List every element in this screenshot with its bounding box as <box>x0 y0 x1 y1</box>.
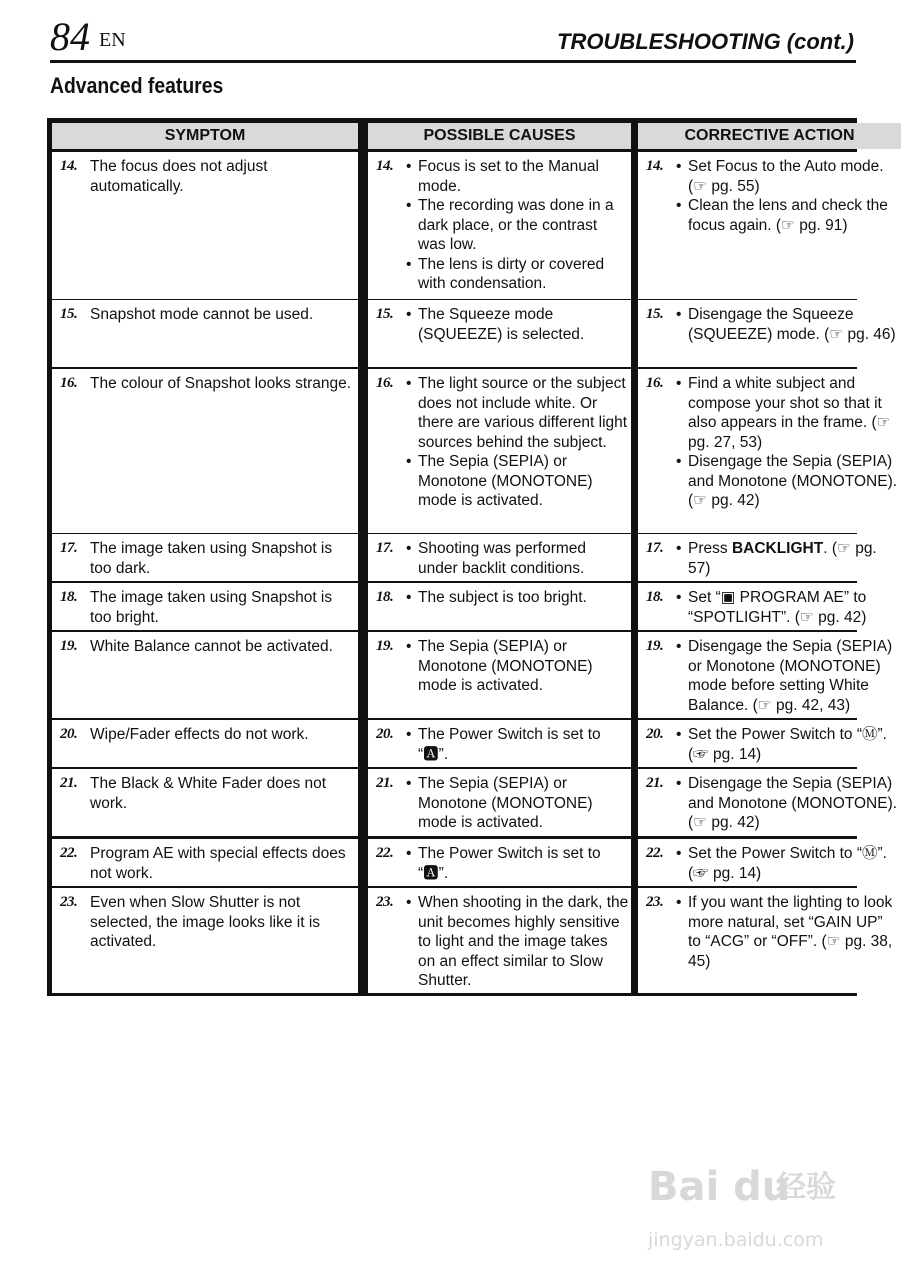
row-number: 21. <box>60 775 78 791</box>
row-number: 19. <box>376 638 394 654</box>
row-number: 14. <box>60 158 78 174</box>
table-cell-causes <box>368 583 631 630</box>
symptom-text: The focus does not adjust automatically. <box>90 158 268 195</box>
actions-text <box>676 893 899 971</box>
table-cell-causes <box>368 534 631 581</box>
causes-text <box>406 374 629 511</box>
action-item: • Set the Power Switch to “Ⓜ”. (☞ pg. 14) <box>676 844 899 883</box>
row-number: 22. <box>376 845 394 861</box>
causes-text <box>406 157 629 294</box>
troubleshooting-table <box>47 118 898 996</box>
column-header-causes: POSSIBLE CAUSES <box>368 123 631 149</box>
row-number: 18. <box>60 589 78 605</box>
baidu-watermark <box>648 1146 858 1270</box>
cause-item: • Shooting was performed under backlit conditions. <box>406 539 629 578</box>
cause-item: • The Sepia (SEPIA) or Monotone (MONOTONE) mode is activated. <box>406 774 629 833</box>
row-number: 22. <box>646 845 664 861</box>
row-number: 14. <box>376 158 394 174</box>
causes-text <box>406 539 629 578</box>
causes-text <box>406 305 629 344</box>
table-cell-causes <box>368 369 631 533</box>
symptom-text: Even when Slow Shutter is not selected, the image looks like it is activated. <box>90 894 321 950</box>
watermark-logo: Bai du <box>648 1164 791 1210</box>
row-number: 22. <box>60 845 78 861</box>
column-header-action: CORRECTIVE ACTION <box>638 123 901 149</box>
table-cell-symptom <box>52 888 358 993</box>
backlight-label: BACKLIGHT <box>731 540 824 557</box>
table-cell-causes <box>368 300 631 367</box>
actions-text <box>676 637 899 715</box>
row-number: 20. <box>376 726 394 742</box>
actions-text <box>676 725 899 764</box>
row-number: 16. <box>646 375 664 391</box>
cause-item: • Focus is set to the Manual mode. <box>406 157 629 196</box>
action-item: • Set Focus to the Auto mode. (☞ pg. 55) <box>676 157 899 196</box>
action-item: • Find a white subject and compose your shot so that it also appears in the frame. (☞ pg. 27, 53) <box>676 374 899 452</box>
table-cell-symptom <box>52 583 358 630</box>
row-number: 14. <box>646 158 664 174</box>
symptom-text: The image taken using Snapshot is too dark. <box>90 540 333 577</box>
actions-text <box>676 157 899 235</box>
table-cell-symptom <box>52 839 358 886</box>
causes-text <box>406 637 629 696</box>
table-cell-symptom <box>52 534 358 581</box>
action-item: • Disengage the Sepia (SEPIA) and Monotone (MONOTONE). (☞ pg. 42) <box>676 452 899 511</box>
causes-text <box>406 893 629 991</box>
table-cell-causes <box>368 888 631 993</box>
row-number: 15. <box>376 306 394 322</box>
row-number: 17. <box>60 540 78 556</box>
watermark-url: jingyan.baidu.com <box>648 1229 824 1251</box>
symptom-text: Snapshot mode cannot be used. <box>90 306 314 323</box>
row-number: 18. <box>376 589 394 605</box>
cause-item: • The Squeeze mode (SQUEEZE) is selected. <box>406 305 629 344</box>
cause-item: • The recording was done in a dark place, or the contrast was low. <box>406 196 629 255</box>
table-cell-actions <box>638 632 901 718</box>
action-item: • Disengage the Sepia (SEPIA) and Monotone (MONOTONE). (☞ pg. 42) <box>676 774 899 833</box>
action-prefix: Press <box>688 540 732 557</box>
row-number: 19. <box>60 638 78 654</box>
row-number: 23. <box>646 894 664 910</box>
row-number: 23. <box>60 894 78 910</box>
table-cell-actions <box>638 888 901 993</box>
causes-text <box>406 588 629 608</box>
watermark-text: 经验 <box>776 1171 836 1204</box>
row-number: 20. <box>60 726 78 742</box>
table-cell-causes <box>368 152 631 299</box>
table-cell-symptom <box>52 632 358 718</box>
causes-text <box>406 725 629 764</box>
cause-item: • The light source or the subject does not include white. Or there are various different light sources behind the subject. <box>406 374 629 452</box>
row-number: 18. <box>646 589 664 605</box>
cause-item: • The Power Switch is set to “🅰”. <box>406 725 629 764</box>
cause-item: • The subject is too bright. <box>406 588 629 608</box>
page-number: 84 <box>50 14 90 59</box>
row-number: 23. <box>376 894 394 910</box>
table-cell-symptom <box>52 369 358 533</box>
table-cell-symptom <box>52 769 358 836</box>
table-cell-causes <box>368 720 631 767</box>
actions-text <box>676 844 899 883</box>
action-item: • Clean the lens and check the focus again. (☞ pg. 91) <box>676 196 899 235</box>
actions-text <box>676 774 899 833</box>
cause-item: • The Sepia (SEPIA) or Monotone (MONOTONE) mode is activated. <box>406 452 629 511</box>
row-number: 21. <box>646 775 664 791</box>
cause-item: • The Sepia (SEPIA) or Monotone (MONOTONE) mode is activated. <box>406 637 629 696</box>
page-title: TROUBLESHOOTING (cont.) <box>557 29 854 54</box>
symptom-text: The Black & White Fader does not work. <box>90 775 327 812</box>
section-title: Advanced features <box>50 73 224 98</box>
row-number: 19. <box>646 638 664 654</box>
actions-text <box>676 539 899 578</box>
table-cell-causes <box>368 769 631 836</box>
causes-text <box>406 844 629 883</box>
action-suffix: . (☞ pg. 57) <box>688 540 877 577</box>
action-item: • Set the Power Switch to “Ⓜ”. (☞ pg. 14) <box>676 725 899 764</box>
cause-item: • The lens is dirty or covered with condensation. <box>406 255 629 294</box>
action-item <box>676 539 899 578</box>
table-cell-actions <box>638 583 901 630</box>
table-cell-actions <box>638 839 901 886</box>
symptom-text: Wipe/Fader effects do not work. <box>90 726 309 743</box>
row-number: 17. <box>646 540 664 556</box>
row-number: 15. <box>646 306 664 322</box>
header-rule <box>50 60 856 63</box>
column-header-symptom: SYMPTOM <box>52 123 358 149</box>
row-number: 20. <box>646 726 664 742</box>
table-cell-actions <box>638 720 901 767</box>
action-item: • Set “▣ PROGRAM AE” to “SPOTLIGHT”. (☞ pg. 42) <box>676 588 899 627</box>
causes-text <box>406 774 629 833</box>
row-number: 17. <box>376 540 394 556</box>
cause-item: • When shooting in the dark, the unit becomes highly sensitive to light and the image takes on an effect similar to Slow Shutter. <box>406 893 629 991</box>
table-cell-actions <box>638 769 901 836</box>
table-cell-actions <box>638 534 901 581</box>
page-header <box>50 14 856 60</box>
action-item: • Disengage the Sepia (SEPIA) or Monotone (MONOTONE) mode before setting White Balance. (☞ pg. 42, 43) <box>676 637 899 715</box>
actions-text <box>676 374 899 511</box>
symptom-text: The colour of Snapshot looks strange. <box>90 375 352 392</box>
row-number: 16. <box>376 375 394 391</box>
row-number: 21. <box>376 775 394 791</box>
page-language: EN <box>99 29 126 51</box>
row-number: 15. <box>60 306 78 322</box>
table-cell-causes <box>368 839 631 886</box>
table-cell-causes <box>368 632 631 718</box>
symptom-text: White Balance cannot be activated. <box>90 638 333 655</box>
actions-text <box>676 305 899 344</box>
table-cell-symptom <box>52 300 358 367</box>
table-cell-symptom <box>52 152 358 299</box>
action-item: • If you want the lighting to look more natural, set “GAIN UP” to “ACG” or “OFF”. (☞ pg. 38, 45) <box>676 893 899 971</box>
table-cell-actions <box>638 300 901 367</box>
table-cell-actions <box>638 152 901 299</box>
cause-item: • The Power Switch is set to “🅰”. <box>406 844 629 883</box>
row-number: 16. <box>60 375 78 391</box>
table-cell-actions <box>638 369 901 533</box>
symptom-text: The image taken using Snapshot is too bright. <box>90 589 333 626</box>
symptom-text: Program AE with special effects does not work. <box>90 845 346 882</box>
action-item: • Disengage the Squeeze (SQUEEZE) mode. (☞ pg. 46) <box>676 305 899 344</box>
table-cell-symptom <box>52 720 358 767</box>
actions-text <box>676 588 899 627</box>
